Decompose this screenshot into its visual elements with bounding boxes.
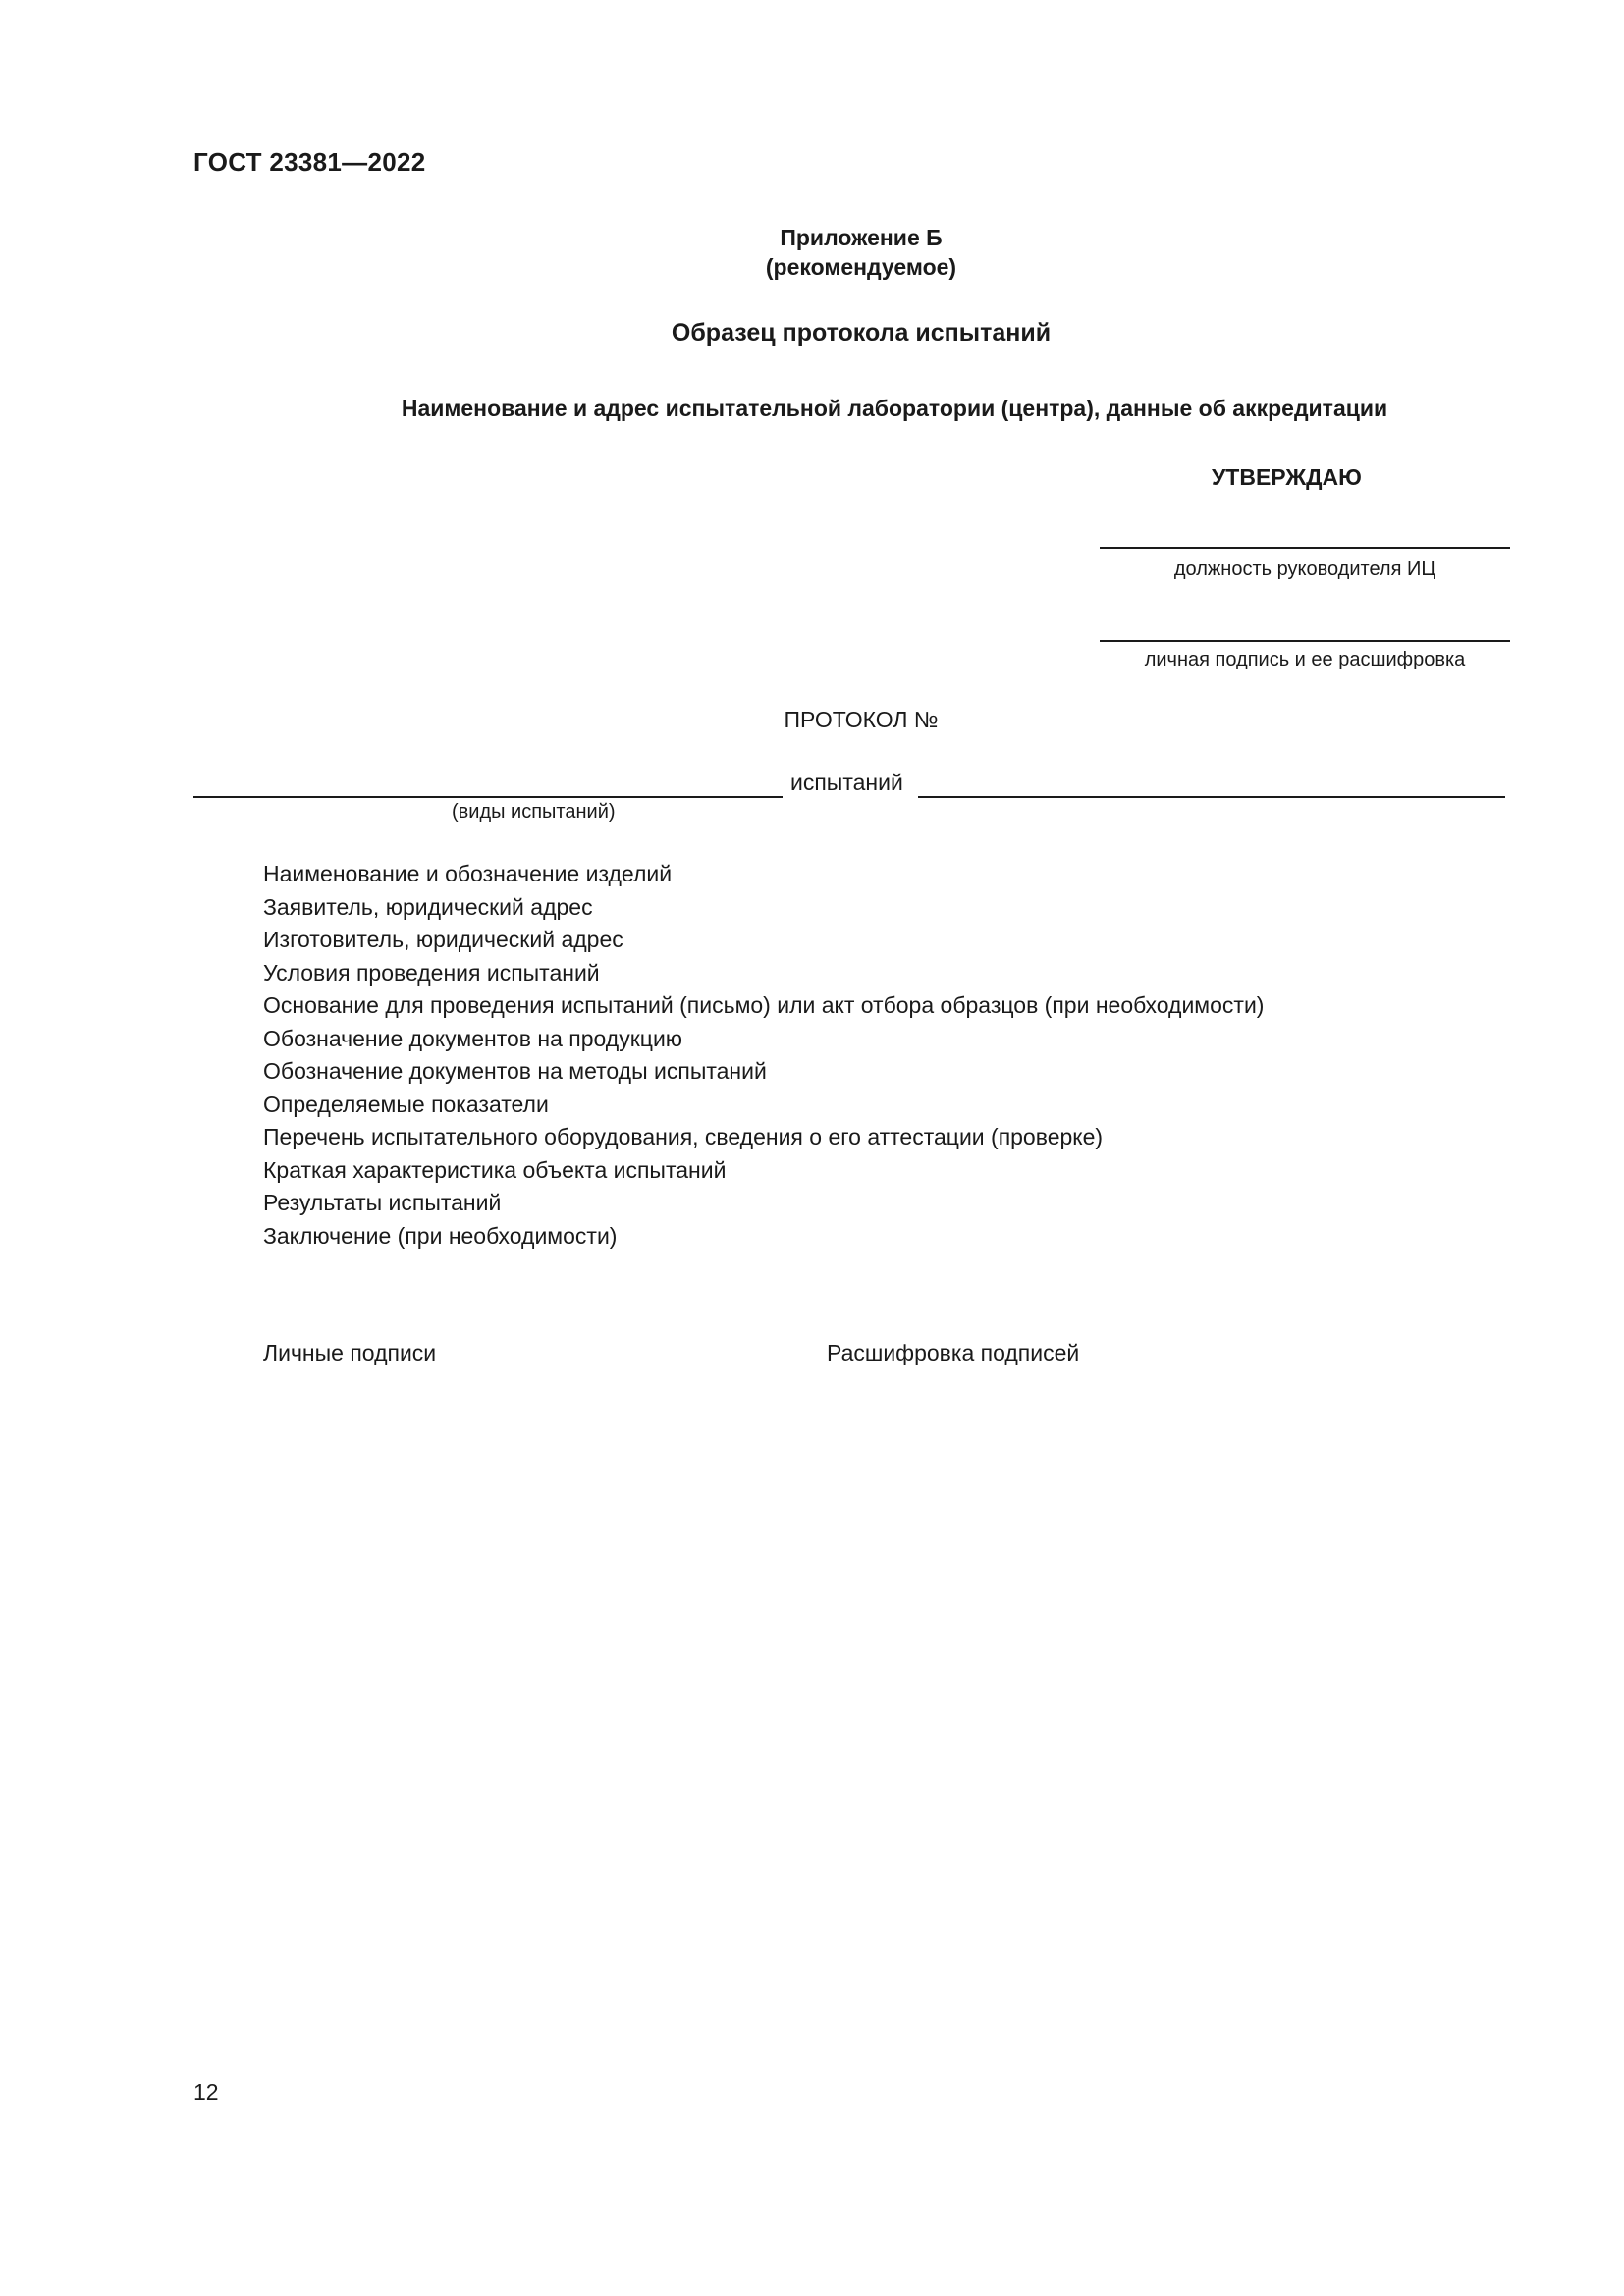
document-code: ГОСТ 23381—2022 (193, 147, 426, 177)
signature-caption: личная подпись и ее расшифровка (1144, 649, 1466, 670)
field-item: Определяемые показатели (263, 1091, 549, 1117)
field-item: Перечень испытательного оборудования, сведения о его аттестации (проверке) (263, 1124, 1104, 1149)
field-item: Обозначение документов на продукцию (263, 1025, 683, 1051)
field-item: Условия проведения испытаний (263, 959, 600, 986)
field-item: Наименование и обозначение изделий (263, 861, 673, 886)
tests-word: испытаний (790, 770, 903, 795)
field-item: Изготовитель, юридический адрес (263, 927, 623, 952)
approve-label: УТВЕРЖДАЮ (1212, 464, 1362, 490)
appendix-title: Приложение Б (780, 225, 943, 250)
signatures-decoding-label: Расшифровка подписей (827, 1340, 1080, 1365)
protocol-title: ПРОТОКОЛ № (784, 707, 939, 732)
field-item: Заключение (при необходимости) (263, 1222, 618, 1249)
signature-line (1100, 640, 1510, 642)
position-caption: должность руководителя ИЦ (1173, 559, 1436, 580)
position-line (1100, 547, 1510, 549)
test-subject-line (918, 796, 1505, 798)
protocol-fields (263, 858, 1264, 1253)
appendix-status: (рекомендуемое) (765, 254, 957, 280)
form-title: Образец протокола испытаний (671, 319, 1052, 347)
field-item: Обозначение документов на методы испытаний (263, 1058, 767, 1084)
signatures-label: Личные подписи (263, 1340, 437, 1365)
field-item: Основание для проведения испытаний (письмо) или акт отбора образцов (при необходимости) (263, 992, 1265, 1018)
field-item: Результаты испытаний (263, 1190, 502, 1215)
field-item: Краткая характеристика объекта испытаний (263, 1156, 727, 1183)
page-number: 12 (193, 2079, 219, 2105)
field-item: Заявитель, юридический адрес (263, 893, 593, 920)
test-type-line (193, 796, 783, 798)
lab-title: Наименование и адрес испытательной лаборатории (центра), данные об аккредитации (401, 396, 1388, 421)
test-type-caption: (виды испытаний) (452, 801, 616, 823)
